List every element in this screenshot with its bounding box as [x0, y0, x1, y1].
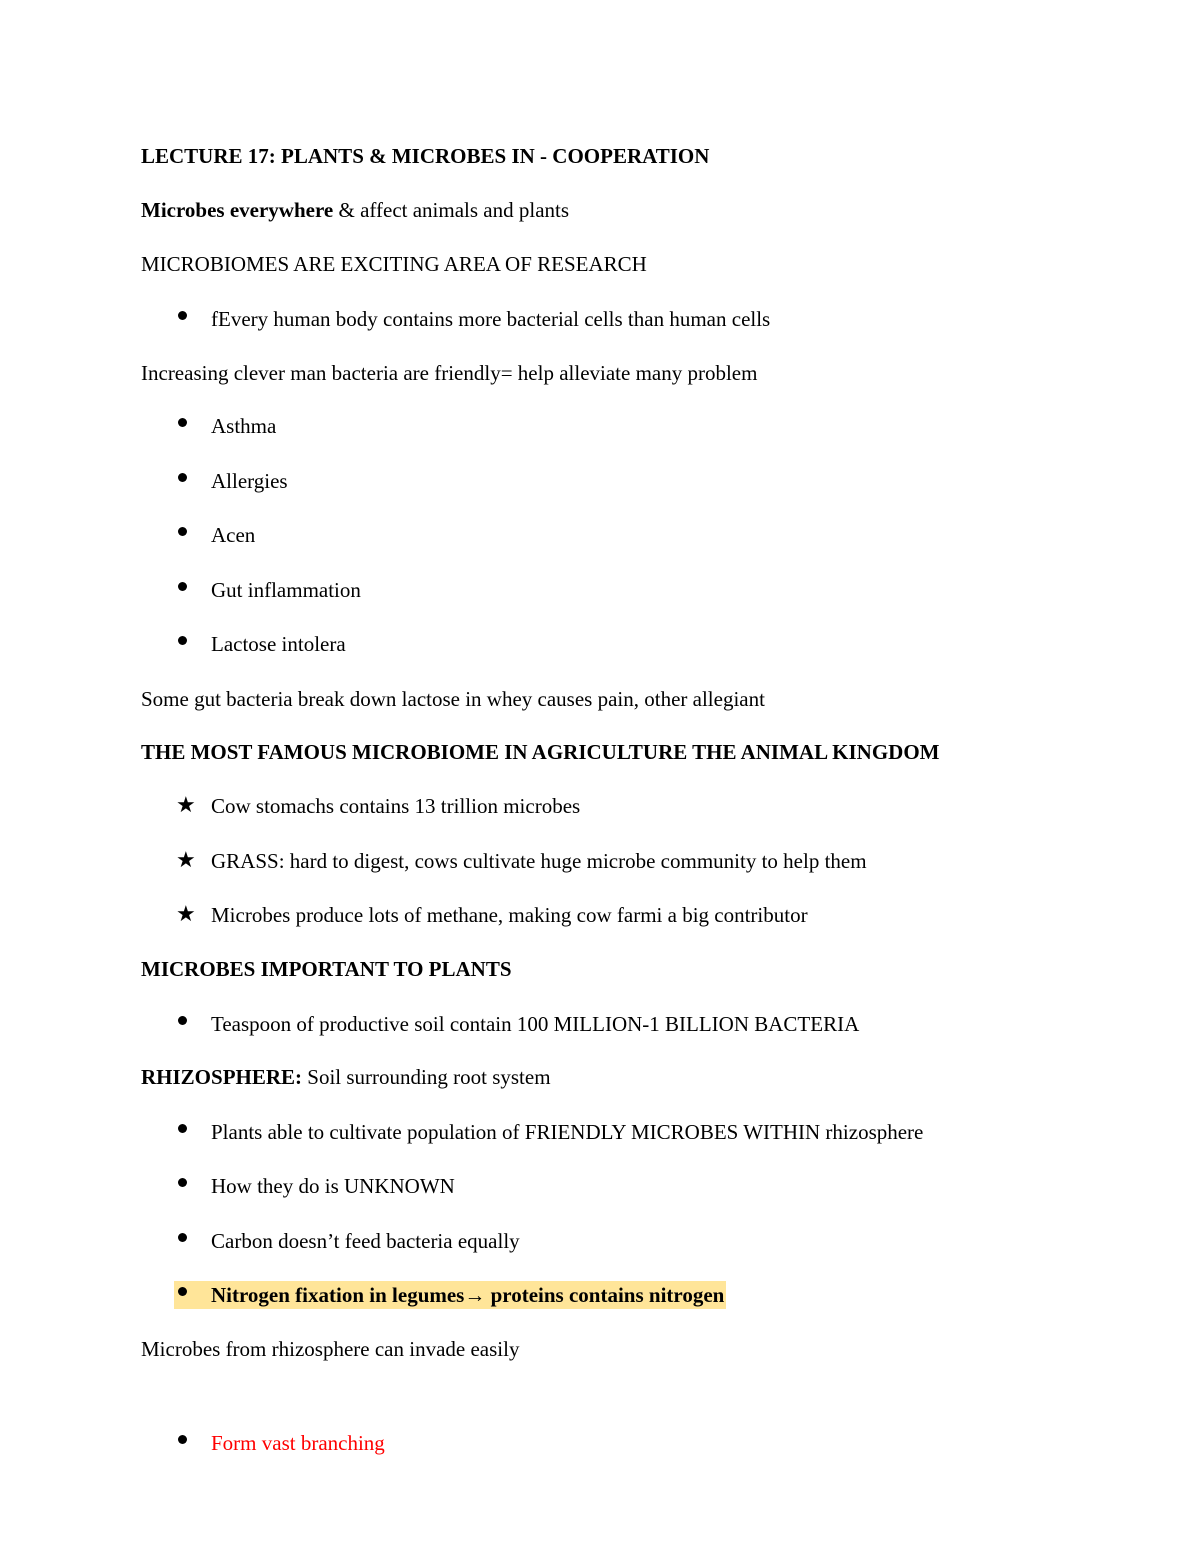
star-icon: ★ [176, 902, 196, 927]
list-item-text: Asthma [211, 414, 277, 438]
list-item-text: Carbon doesn’t feed bacteria equally [211, 1229, 520, 1253]
intro-line [141, 196, 569, 224]
bullet-dot-icon [176, 1227, 211, 1255]
list-item [176, 576, 361, 604]
list-item [176, 1010, 859, 1038]
section-heading: THE MOST FAMOUS MICROBIOME IN AGRICULTURE THE ANIMAL KINGDOM [141, 740, 940, 764]
list-item-text: Plants able to cultivate population of FRIENDLY MICROBES WITHIN rhizosphere [211, 1120, 924, 1144]
lecture-title: LECTURE 17: PLANTS & MICROBES IN - COOPERATION [141, 144, 710, 168]
list-item [176, 847, 867, 875]
list-item [176, 305, 770, 333]
list-item [176, 521, 255, 549]
list-item [176, 1172, 455, 1200]
microbiomes-line: MICROBIOMES ARE EXCITING AREA OF RESEARCH [141, 252, 647, 276]
bullet-dot-icon [176, 1281, 211, 1309]
list-item-text: Acen [211, 523, 256, 547]
list-item-text: Microbes produce lots of methane, making cow farmi a big contributor [211, 903, 808, 927]
list-item-text: Cow stomachs contains 13 trillion microbes [211, 794, 581, 818]
list-item-text: Form vast branching [211, 1431, 385, 1455]
highlighted-list-item [174, 1281, 726, 1309]
list-item [176, 1429, 385, 1457]
star-icon: ★ [176, 793, 196, 818]
list-item-text: Allergies [211, 469, 288, 493]
list-item [176, 412, 276, 440]
bullet-dot-icon [176, 576, 211, 604]
list-item-text: Lactose intolera [211, 632, 346, 656]
rhizosphere-line [141, 1063, 551, 1091]
intro-bold: Microbes everywhere [141, 198, 334, 222]
lactose-line: Some gut bacteria break down lactose in whey causes pain, other allegiant [141, 687, 765, 711]
list-item-text: Nitrogen fixation in legumes→ proteins contains nitrogen [211, 1283, 725, 1307]
list-item [176, 467, 288, 495]
list-item-text: fEvery human body contains more bacterial cells than human cells [211, 307, 771, 331]
invade-line: Microbes from rhizosphere can invade easily [141, 1337, 520, 1361]
list-item [176, 901, 808, 929]
star-icon: ★ [176, 848, 196, 873]
bullet-dot-icon [176, 1429, 211, 1457]
rhizosphere-term: RHIZOSPHERE: [141, 1065, 303, 1089]
bullet-dot-icon [176, 1010, 211, 1038]
rhizosphere-definition: Soil surrounding root system [302, 1065, 551, 1089]
list-item [176, 1227, 520, 1255]
list-item-text: Gut inflammation [211, 578, 361, 602]
section-heading: MICROBES IMPORTANT TO PLANTS [141, 957, 512, 981]
bullet-dot-icon [176, 412, 211, 440]
bullet-dot-icon [176, 1172, 211, 1200]
list-item [176, 1118, 923, 1146]
bullet-dot-icon [176, 1118, 211, 1146]
list-item-text: GRASS: hard to digest, cows cultivate huge microbe community to help them [211, 849, 867, 873]
bullet-dot-icon [176, 467, 211, 495]
list-item-text: Teaspoon of productive soil contain 100 MILLION-1 BILLION BACTERIA [211, 1012, 860, 1036]
list-item [176, 792, 580, 820]
list-item [176, 630, 346, 658]
increasing-line: Increasing clever man bacteria are friendly= help alleviate many problem [141, 361, 758, 385]
bullet-dot-icon [176, 305, 211, 333]
bullet-dot-icon [176, 630, 211, 658]
list-item-text: How they do is UNKNOWN [211, 1174, 455, 1198]
intro-rest: & affect animals and plants [333, 198, 570, 222]
bullet-dot-icon [176, 521, 211, 549]
